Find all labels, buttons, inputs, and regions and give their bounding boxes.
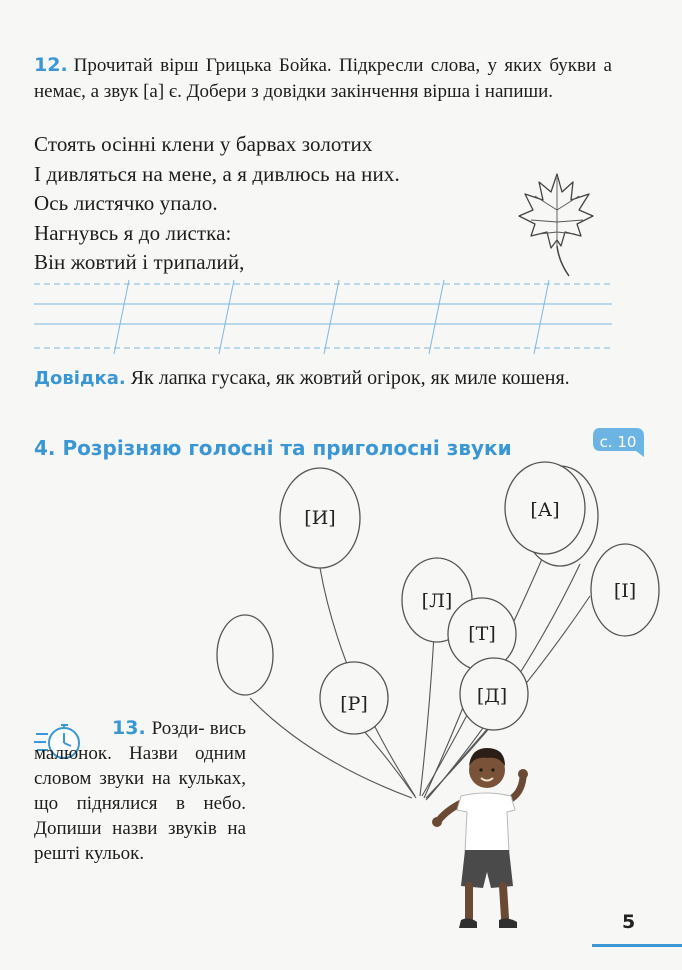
- poem-line: Ось листячко упало.: [34, 191, 218, 215]
- balloon: [591, 544, 659, 636]
- poem-line: Нагнувсь я до листка:: [34, 220, 232, 245]
- hint: [34, 365, 612, 392]
- balloon-label: [И]: [304, 507, 336, 529]
- balloon: [460, 658, 528, 730]
- exercise-13-number: 13.: [112, 717, 146, 739]
- balloon: [280, 468, 360, 568]
- writing-lines[interactable]: [34, 278, 612, 356]
- balloon: [448, 598, 516, 670]
- poem-line: І дивляться на мене, а я дивлюсь на них.: [34, 161, 400, 186]
- balloon-label: [Р]: [340, 693, 368, 715]
- boy-illustration: [425, 740, 545, 940]
- balloon-label: [Л]: [421, 590, 453, 612]
- page-number: 5: [622, 911, 636, 933]
- balloon: [320, 662, 388, 734]
- poem-line: Стоять осінні клени у барвах золотих: [34, 132, 373, 156]
- exercise-12-instruction: [34, 52, 612, 105]
- hint-label: Довідка.: [34, 368, 126, 389]
- balloon-label: [І]: [613, 580, 637, 602]
- exercise-12-text: Прочитай вірш Грицька Бойка. Підкресли слова, у яких букви а немає, а звук [а] є. Добери з довідки закінчення вірша і напиши.: [34, 55, 612, 102]
- exercise-13: [34, 716, 246, 866]
- poem: [34, 130, 400, 278]
- exercise-13-text-first: Розди-: [151, 718, 205, 739]
- balloon-label: [Д]: [476, 685, 508, 707]
- maple-leaf-icon: [517, 170, 595, 280]
- hint-text: Як лапка гусака, як жовтий огірок, як миле кошеня.: [130, 367, 570, 389]
- exercise-12-number: 12.: [34, 54, 68, 76]
- poem-line: Він жовтий і трипалий,: [34, 250, 245, 274]
- section-title: 4. Розрізняю голосні та приголосні звуки: [34, 436, 512, 460]
- page-reference-text: с. 10: [599, 433, 637, 451]
- balloon: [505, 462, 585, 554]
- balloon-label: [Т]: [468, 623, 496, 645]
- balloon-label: [А]: [530, 499, 560, 521]
- page-number-bar: [592, 944, 682, 947]
- exercise-13-text: вись малюнок. Назви одним словом звуки на кульках, що піднялися в небо. Допиши назви звуків на решті кульок.: [34, 718, 246, 864]
